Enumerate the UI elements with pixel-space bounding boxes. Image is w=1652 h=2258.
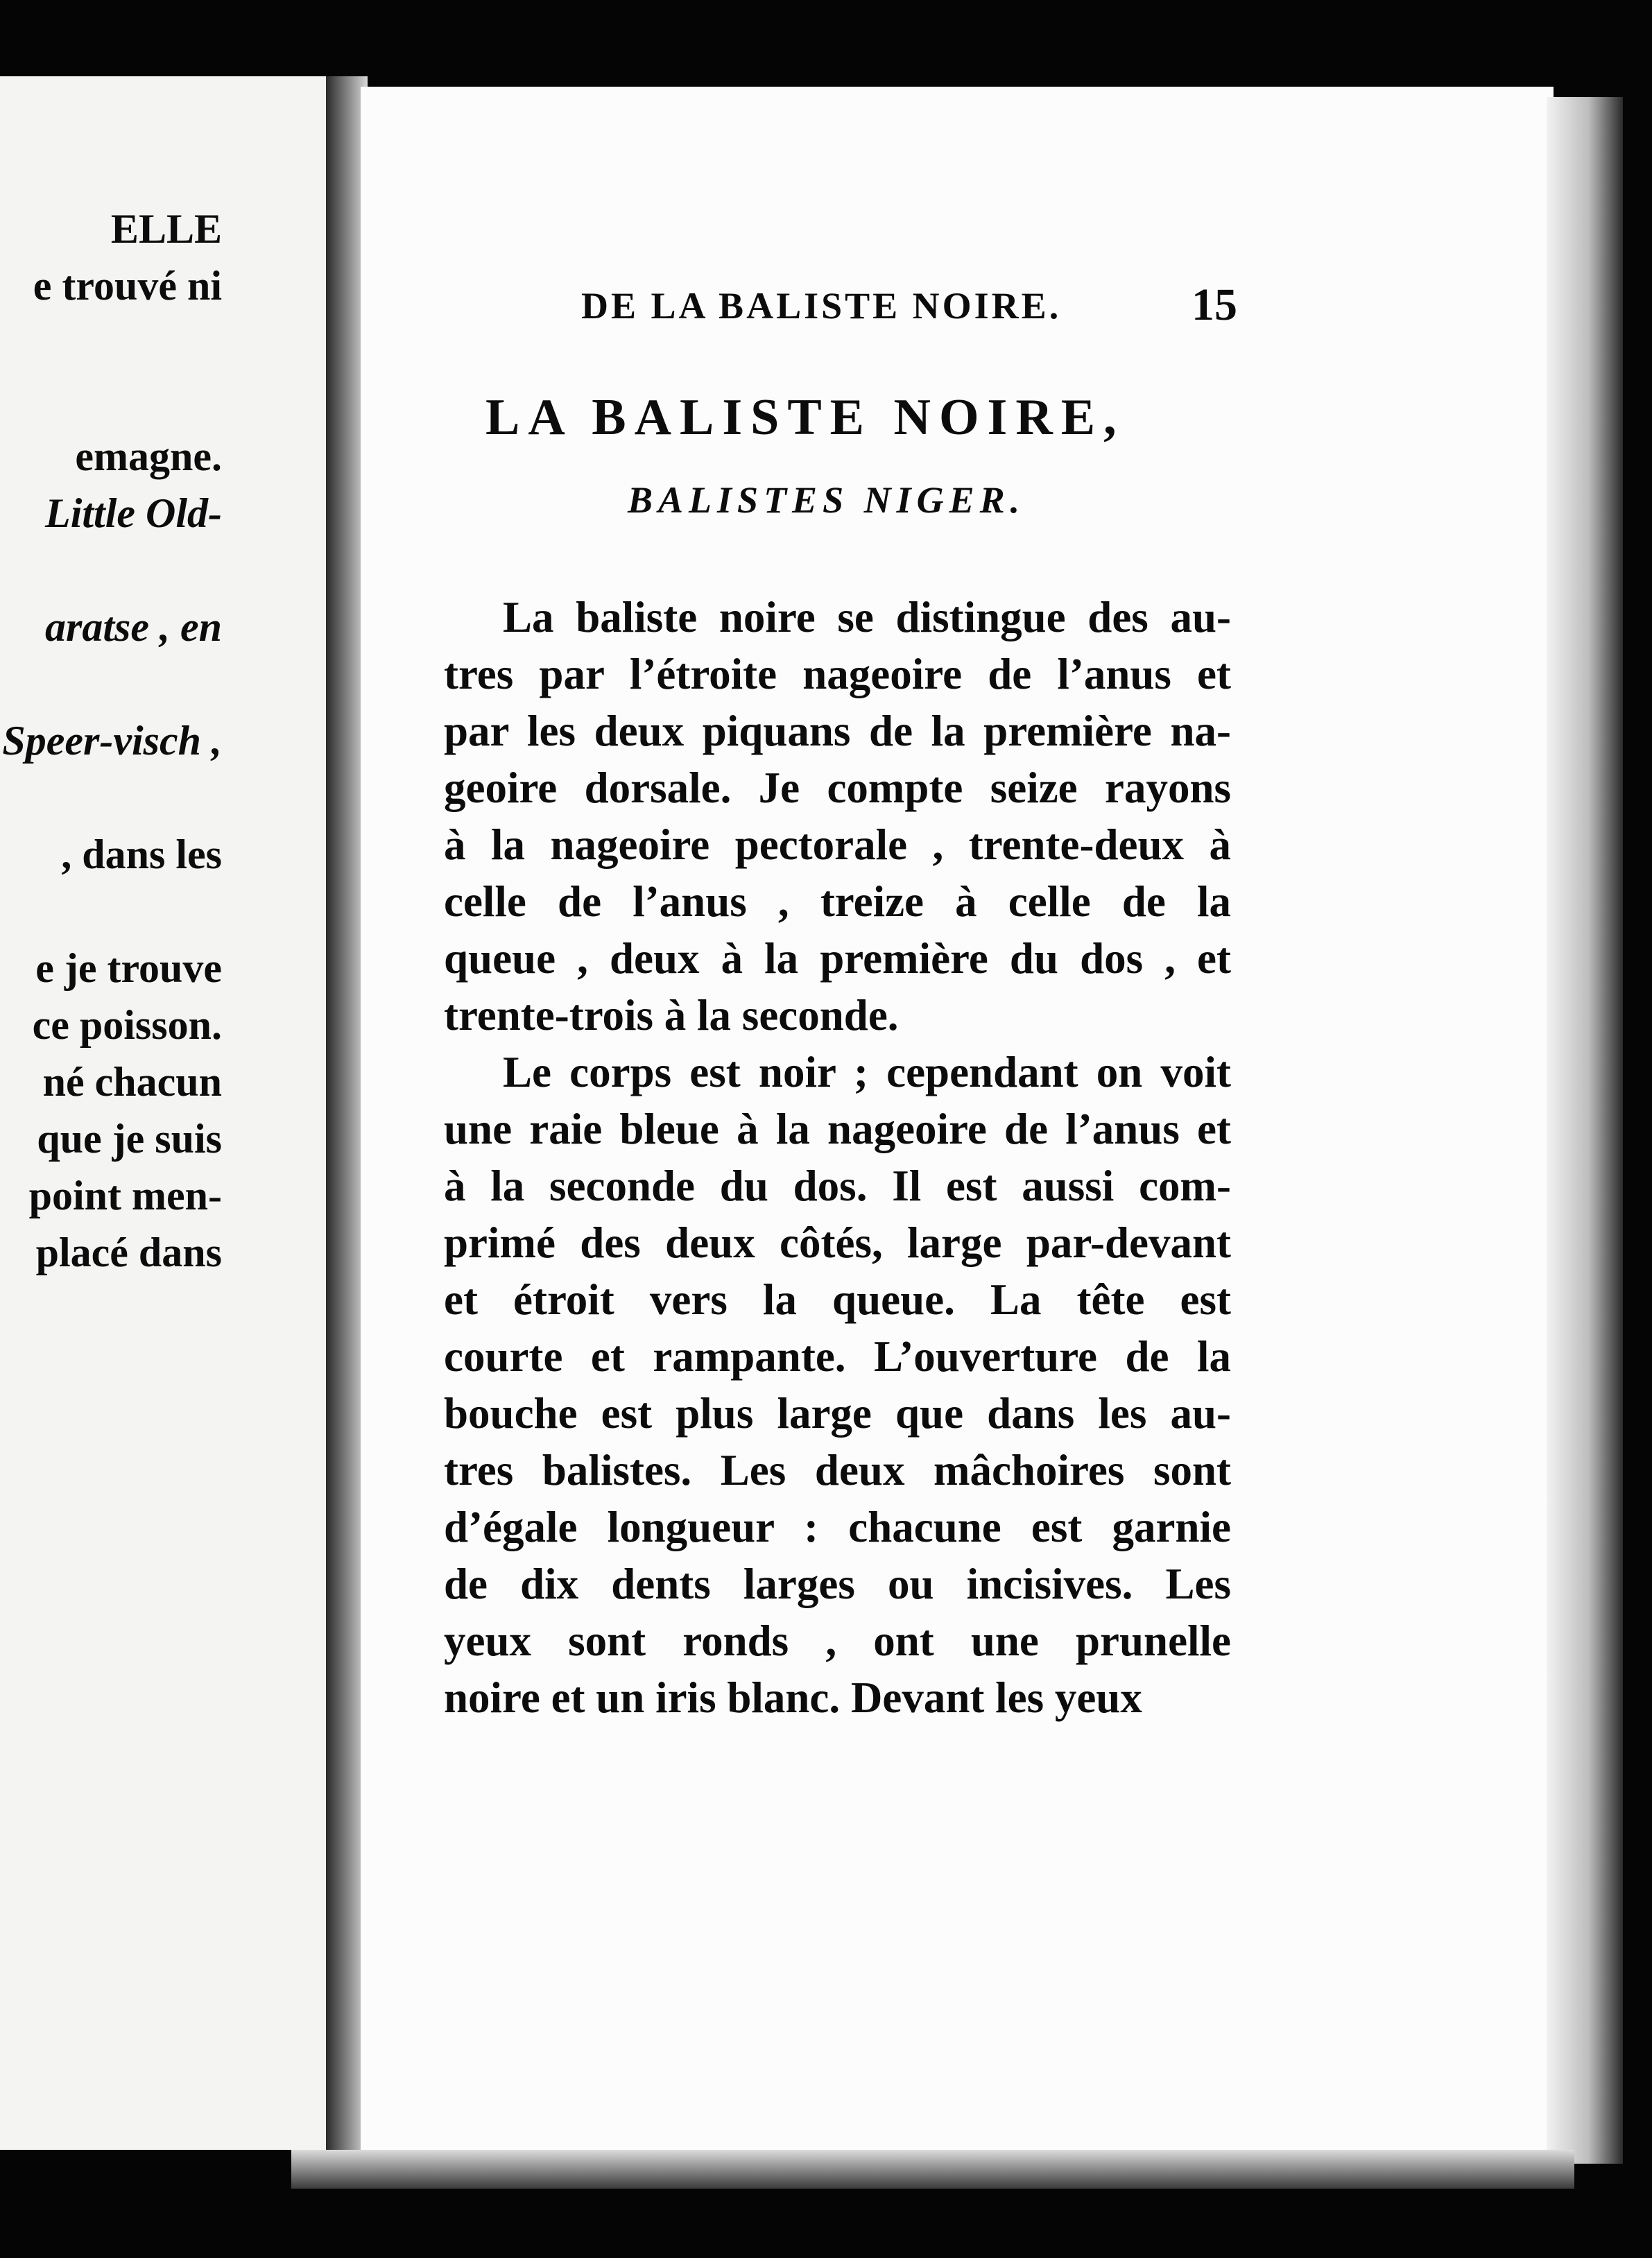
facing-page-line: Speer-visch , (2, 718, 222, 764)
facing-page-line: e je trouve (35, 945, 222, 991)
facing-page-line: point men- (28, 1173, 222, 1218)
facing-page-line: que je suis (37, 1116, 222, 1162)
facing-page-line: ce poisson. (32, 1002, 222, 1048)
body-line: à la seconde du dos. Il est aussi com- (444, 1162, 1231, 1210)
body-line: de dix dents larges ou incisives. Les (444, 1560, 1231, 1608)
facing-page-line: e trouvé ni (33, 263, 222, 309)
facing-page-line: Little Old- (45, 490, 222, 536)
body-line: par les deux piquans de la première na- (444, 707, 1231, 755)
facing-page-line: aratse , en (45, 604, 222, 650)
body-line: une raie bleue à la nageoire de l’anus et (444, 1105, 1231, 1153)
body-line: Le corps est noir ; cependant on voit (503, 1048, 1231, 1096)
body-line: noire et un iris blanc. Devant les yeux (444, 1673, 1142, 1722)
facing-page-left (0, 76, 326, 2150)
page-bottom-edge (291, 2150, 1574, 2189)
body-line: bouche est plus large que dans les au- (444, 1389, 1231, 1438)
facing-page-line: ELLE (110, 206, 222, 252)
body-line: courte et rampante. L’ouverture de la (444, 1332, 1231, 1381)
body-line: tres balistes. Les deux mâchoires sont (444, 1446, 1231, 1494)
body-line: à la nageoire pectorale , trente-deux à (444, 820, 1231, 869)
facing-page-line: , dans les (61, 831, 222, 877)
facing-page-line: emagne. (75, 433, 222, 479)
facing-page-line: placé dans (35, 1230, 222, 1275)
body-line: d’égale longueur : chacune est garnie (444, 1503, 1231, 1551)
running-head: DE LA BALISTE NOIRE. (581, 285, 1062, 327)
body-line: et étroit vers la queue. La tête est (444, 1275, 1231, 1324)
body-line: celle de l’anus , treize à celle de la (444, 877, 1231, 926)
body-line: primé des deux côtés, large par-devant (444, 1218, 1231, 1267)
body-line: queue , deux à la première du dos , et (444, 934, 1231, 983)
body-line: La baliste noire se distingue des au- (503, 593, 1231, 641)
body-line: trente-trois à la seconde. (444, 991, 899, 1040)
page-edge (1547, 97, 1623, 2164)
body-line: yeux sont ronds , ont une prunelle (444, 1617, 1231, 1665)
page-number: 15 (1191, 279, 1237, 330)
body-line: geoire dorsale. Je compte seize rayons (444, 764, 1231, 812)
facing-page-line: né chacun (42, 1059, 222, 1105)
section-title: LA BALISTE NOIRE, (485, 389, 1125, 446)
body-line: tres par l’étroite nageoire de l’anus et (444, 650, 1231, 698)
section-subtitle: BALISTES NIGER. (628, 479, 1026, 521)
